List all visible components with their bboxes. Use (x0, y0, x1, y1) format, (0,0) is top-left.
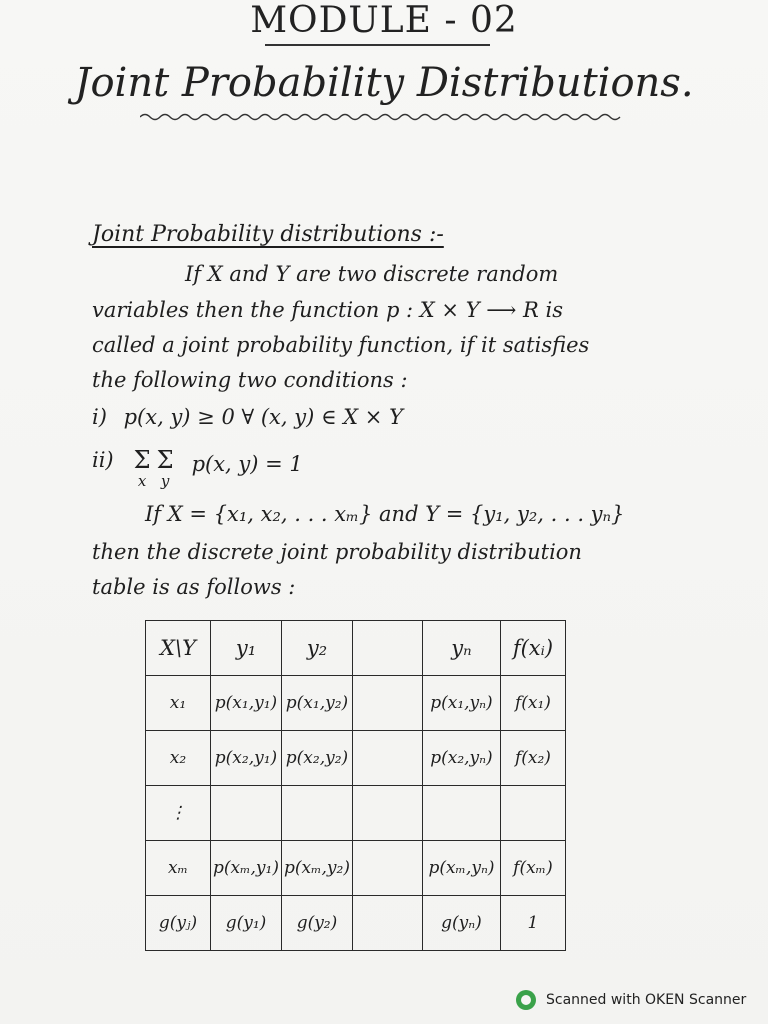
table-cell (352, 896, 422, 951)
condition-1 (92, 405, 403, 429)
table-header-cell: yₙ (422, 621, 500, 676)
table-cell: p(xₘ,y₁) (211, 841, 282, 896)
table-cell: p(xₘ,yₙ) (422, 841, 500, 896)
table-cell (281, 786, 352, 841)
table-row (146, 676, 566, 731)
table-cell: g(yₙ) (422, 896, 500, 951)
section-heading: Joint Probability distributions :- (92, 222, 444, 247)
table-cell: x₁ (146, 676, 211, 731)
condition-1-text: p(x, y) ≥ 0 ∀ (x, y) ∈ X × Y (123, 405, 403, 429)
table-cell: g(y₂) (281, 896, 352, 951)
table-cell: p(x₂,y₂) (281, 731, 352, 786)
intro-line-3: called a joint probability function, if it satisfies (92, 333, 590, 357)
table-cell: g(yⱼ) (146, 896, 211, 951)
page-title: MODULE - 02 (250, 0, 518, 41)
subtitle-wavy-underline (140, 112, 630, 122)
sum-x-sub: x (137, 472, 147, 490)
sum-x (134, 448, 151, 489)
table-cell: ⋮ (146, 786, 211, 841)
table-cell: p(x₁,y₁) (211, 676, 282, 731)
table-cell: p(xₘ,y₂) (281, 841, 352, 896)
condition-2 (92, 448, 303, 489)
table-intro-line-2: table is as follows : (92, 575, 296, 599)
sum-y-sub: y (160, 472, 170, 490)
table-cell (352, 731, 422, 786)
table-cell: f(x₁) (500, 676, 565, 731)
table-header-row (146, 621, 566, 676)
table-cell (422, 786, 500, 841)
table-cell: g(y₁) (211, 896, 282, 951)
sigma-symbol: Σ (156, 446, 174, 474)
title-underline (265, 44, 490, 46)
table-cell: f(xₘ) (500, 841, 565, 896)
intro-line-1: If X and Y are two discrete random (185, 262, 559, 286)
page-subtitle: Joint Probability Distributions. (74, 60, 694, 106)
joint-distribution-table (145, 620, 566, 951)
table-cell (352, 676, 422, 731)
table-cell: f(x₂) (500, 731, 565, 786)
condition-1-label: i) (92, 405, 107, 429)
table-cell: p(x₁,yₙ) (422, 676, 500, 731)
intro-line-2: variables then the function p : X × Y ⟶ R is (92, 298, 564, 322)
intro-line-4: the following two conditions : (92, 368, 408, 392)
table-header-cell: f(xᵢ) (500, 621, 565, 676)
table-cell: p(x₂,yₙ) (422, 731, 500, 786)
scanner-text: Scanned with OKEN Scanner (546, 992, 747, 1008)
table-cell (211, 786, 282, 841)
table-cell (500, 786, 565, 841)
table-cell: p(x₁,y₂) (281, 676, 352, 731)
set-definition: If X = {x₁, x₂, . . . xₘ} and Y = {y₁, y₂, . . . yₙ} (145, 502, 625, 526)
table-cell (352, 786, 422, 841)
table-row (146, 841, 566, 896)
scanner-logo-icon (516, 990, 536, 1010)
table-row (146, 896, 566, 951)
table-row (146, 731, 566, 786)
table-cell: p(x₂,y₁) (211, 731, 282, 786)
table-header-cell: y₂ (281, 621, 352, 676)
sigma-symbol: Σ (133, 446, 151, 474)
table-cell: 1 (500, 896, 565, 951)
condition-2-label: ii) (92, 448, 114, 472)
table-intro-line-1: then the discrete joint probability distribution (92, 540, 582, 564)
table-header-cell: X\Y (146, 621, 211, 676)
table-cell: xₘ (146, 841, 211, 896)
scanner-watermark (516, 990, 746, 1010)
sum-y (157, 448, 174, 489)
table-row (146, 786, 566, 841)
table-cell: x₂ (146, 731, 211, 786)
table-cell (352, 841, 422, 896)
table-header-cell (352, 621, 422, 676)
condition-2-text: p(x, y) = 1 (191, 452, 303, 476)
table-header-cell: y₁ (211, 621, 282, 676)
